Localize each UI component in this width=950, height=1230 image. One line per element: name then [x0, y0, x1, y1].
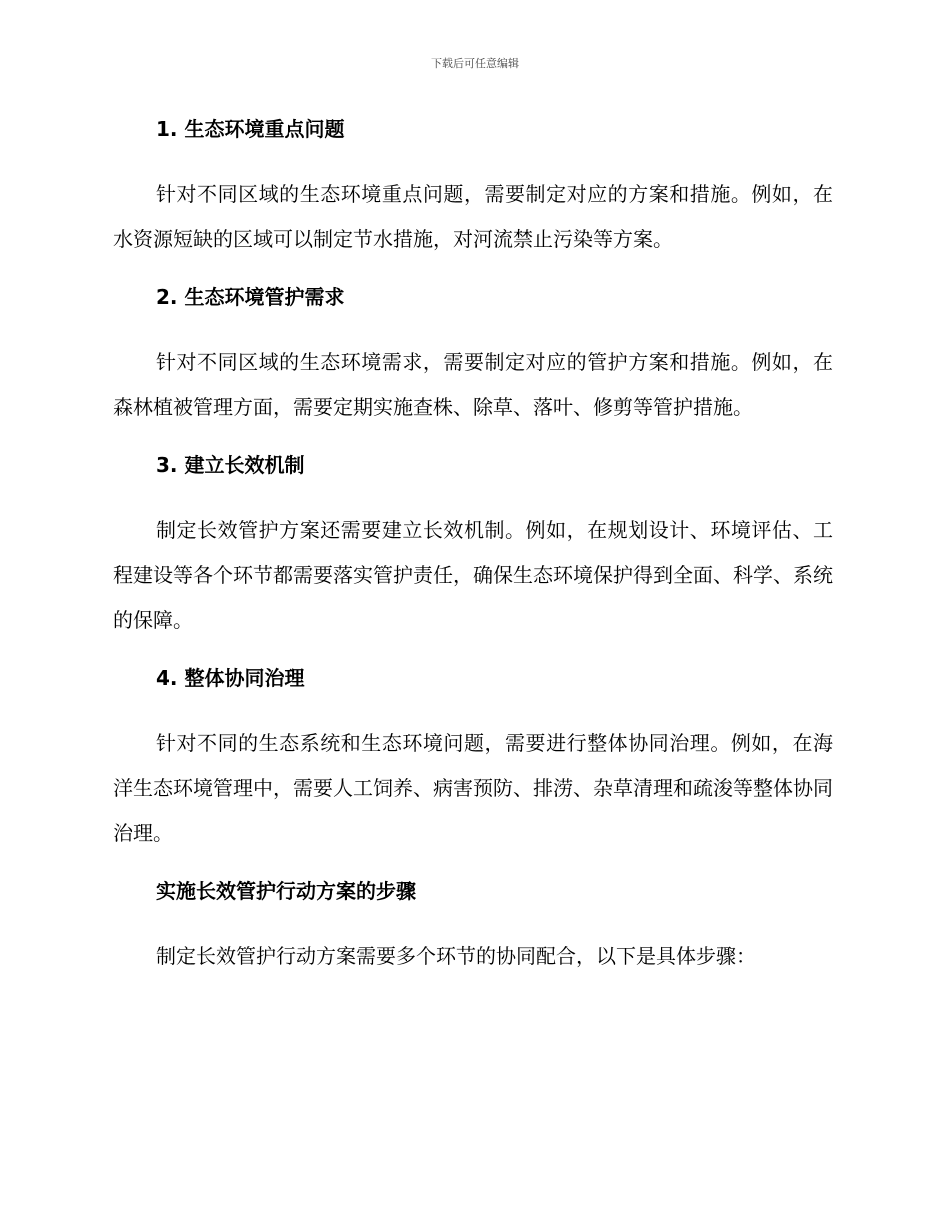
section-heading-2: 2. 生态环境管护需求: [156, 285, 345, 309]
section-paragraph-2: 针对不同区域的生态环境需求，需要制定对应的管护方案和措施。例如，在森林植被管理方面，需要定期实施查株、除草、落叶、修剪等管护措施。: [113, 350, 833, 419]
section-heading-1: 1. 生态环境重点问题: [156, 117, 345, 141]
section-heading-3: 3. 建立长效机制: [156, 453, 305, 477]
section-paragraph-1: 针对不同区域的生态环境重点问题，需要制定对应的方案和措施。例如，在水资源短缺的区域可以制定节水措施，对河流禁止污染等方案。: [113, 182, 833, 251]
section-paragraph-4: 针对不同的生态系统和生态环境问题，需要进行整体协同治理。例如，在海洋生态环境管理中，需要人工饲养、病害预防、排涝、杂草清理和疏浚等整体协同治理。: [113, 731, 833, 845]
document-body: [113, 112, 833, 979]
section-heading-5: 实施长效管护行动方案的步骤: [156, 879, 416, 903]
section-paragraph-5: 制定长效管护行动方案需要多个环节的协同配合，以下是具体步骤：: [156, 944, 756, 968]
header-note: 下载后可任意编辑: [431, 57, 519, 70]
section-heading-4: 4. 整体协同治理: [156, 666, 305, 690]
section-paragraph-3: 制定长效管护方案还需要建立长效机制。例如，在规划设计、环境评估、工程建设等各个环节都需要落实管护责任，确保生态环境保护得到全面、科学、系统的保障。: [113, 518, 833, 632]
